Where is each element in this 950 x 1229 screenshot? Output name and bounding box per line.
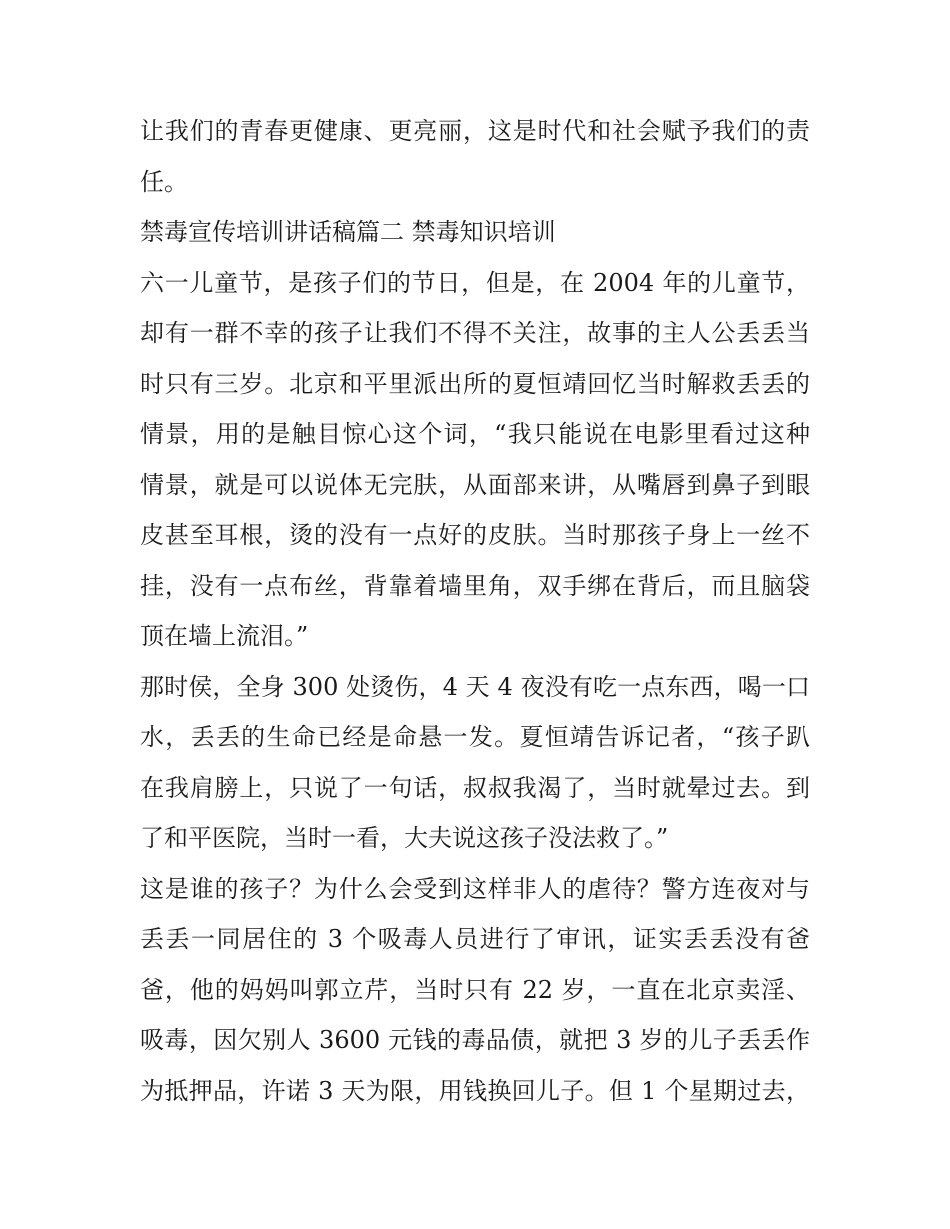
text-line: 顶在墙上流泪。” xyxy=(140,622,309,650)
text-line: 情景，用的是触目惊心这个词，“我只能说在电影里看过这种 xyxy=(140,420,810,448)
text-line: 爸，他的妈妈叫郭立芹，当时只有 22 岁，一直在北京卖淫、 xyxy=(140,975,810,1004)
text-line: 挂，没有一点布丝，背靠着墙里角，双手绑在背后，而且脑袋 xyxy=(140,571,810,600)
text-line: 在我肩膀上，只说了一句话，叔叔我渴了，当时就晕过去。到 xyxy=(140,773,810,802)
text-line: 水，丢丢的生命已经是命悬一发。夏恒靖告诉记者，“孩子趴 xyxy=(140,723,810,751)
text-line: 禁毒宣传培训讲话稿篇二 禁毒知识培训 xyxy=(140,218,556,246)
text-line: 任。 xyxy=(140,167,188,196)
document-body xyxy=(140,106,820,1116)
text-line: 六一儿童节，是孩子们的节日，但是，在 2004 年的儿童节， xyxy=(140,268,810,297)
text-line: 为抵押品，许诺 3 天为限，用钱换回儿子。但 1 个星期过去， xyxy=(140,1076,810,1105)
text-line: 皮甚至耳根，烫的没有一点好的皮肤。当时那孩子身上一丝不 xyxy=(140,521,810,549)
text-line: 让我们的青春更健康、更亮丽，这是时代和社会赋予我们的责 xyxy=(140,117,810,145)
text-line: 丢丢一同居住的 3 个吸毒人员进行了审讯，证实丢丢没有爸 xyxy=(140,925,810,953)
text-line: 时只有三岁。北京和平里派出所的夏恒靖回忆当时解救丢丢的 xyxy=(140,369,810,398)
text-line: 吸毒，因欠别人 3600 元钱的毒品债，就把 3 岁的儿子丢丢作 xyxy=(140,1026,810,1054)
text-line: 情景，就是可以说体无完肤，从面部来讲，从嘴唇到鼻子到眼 xyxy=(140,470,810,499)
text-line: 那时侯，全身 300 处烫伤，4 天 4 夜没有吃一点东西，喝一口 xyxy=(140,672,810,701)
text-line: 了和平医院，当时一看，大夫说这孩子没法救了。” xyxy=(140,824,669,852)
text-line: 这是谁的孩子？为什么会受到这样非人的虐待？警方连夜对与 xyxy=(140,874,810,903)
text-line: 却有一群不幸的孩子让我们不得不关注，故事的主人公丢丢当 xyxy=(140,319,810,347)
